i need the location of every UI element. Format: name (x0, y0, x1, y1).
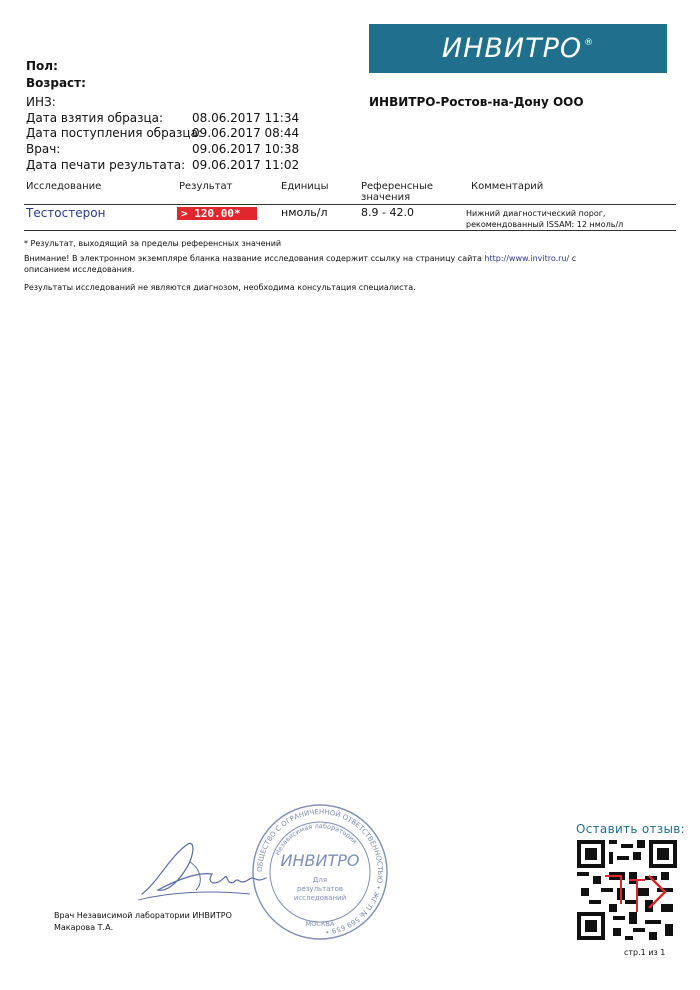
signature-name: Макарова Т.А. (54, 923, 114, 932)
reference-value: 8.9 - 42.0 (361, 206, 414, 219)
stamp-sub3: исследований (293, 894, 347, 902)
feedback-label: Оставить отзыв: (576, 822, 685, 836)
invitro-site-link[interactable]: http://www.invitro.ru/ (484, 254, 570, 263)
lab-name: ИНВИТРО-Ростов-на-Дону ООО (369, 95, 584, 109)
header-divider (24, 204, 676, 205)
comment-text: Нижний диагностический порог, рекомендованный ISSAM: 12 нмоль/л (466, 209, 624, 229)
feedback-qr-code[interactable] (577, 840, 677, 940)
row-divider (24, 230, 676, 231)
stamp-city: МОСКВА (305, 920, 335, 928)
stamp-sub1: Для (312, 876, 328, 884)
stamp-sub2: результатов (296, 885, 344, 893)
header-units: Единицы (281, 181, 329, 192)
test-name-link[interactable]: Тестостерон (26, 206, 106, 220)
result-badge: > 120.00* (177, 207, 257, 220)
page-number: стр.1 из 1 (624, 948, 666, 957)
doctor-label: Врач: (26, 142, 61, 156)
asterisk-note: * Результат, выходящий за пределы референсных значений (24, 239, 282, 248)
sex-label: Пол: (26, 59, 58, 73)
stamp-inner-text: Независимая лаборатория (273, 821, 359, 857)
stamp-ring-text: ОБЩЕСТВО С ОГРАНИЧЕННОЙ ОТВЕТСТВЕННОСТЬЮ • ЖГ П № 569 659 • (255, 807, 385, 936)
print-date-label: Дата печати результата: (26, 158, 186, 172)
doctor-value: 09.06.2017 10:38 (192, 142, 300, 156)
receipt-date-label: Дата поступления образца: (26, 126, 202, 140)
signature-title: Врач Независимой лаборатории ИНВИТРО (54, 911, 232, 920)
header-reference: Референсные значения (361, 181, 434, 203)
receipt-date-value: 09.06.2017 08:44 (192, 126, 300, 140)
header-comment: Комментарий (471, 181, 544, 192)
sample-date-label: Дата взятия образца: (26, 111, 164, 125)
age-label: Возраст: (26, 76, 86, 90)
lab-stamp (250, 802, 390, 942)
invitro-logo (369, 24, 667, 73)
logo-text: ИНВИТРО (441, 33, 583, 64)
disclaimer-note: Результаты исследований не являются диагнозом, необходима консультация специалиста. (24, 283, 416, 292)
units-value: нмоль/л (281, 206, 328, 219)
registered-mark: ® (584, 37, 595, 48)
stamp-center: ИНВИТРО (280, 851, 360, 870)
header-result: Результат (179, 181, 233, 192)
sample-date-value: 08.06.2017 11:34 (192, 111, 300, 125)
inz-label: ИНЗ: (26, 95, 56, 109)
attention-note (24, 253, 624, 275)
header-test: Исследование (26, 181, 102, 192)
attention-prefix: Внимание! В электронном экземпляре бланка название исследования содержит ссылку на страницу сайта (24, 254, 482, 263)
attention-suffix: с описанием исследования. (24, 254, 577, 274)
print-date-value: 09.06.2017 11:02 (192, 158, 300, 172)
signature-block (54, 910, 232, 934)
